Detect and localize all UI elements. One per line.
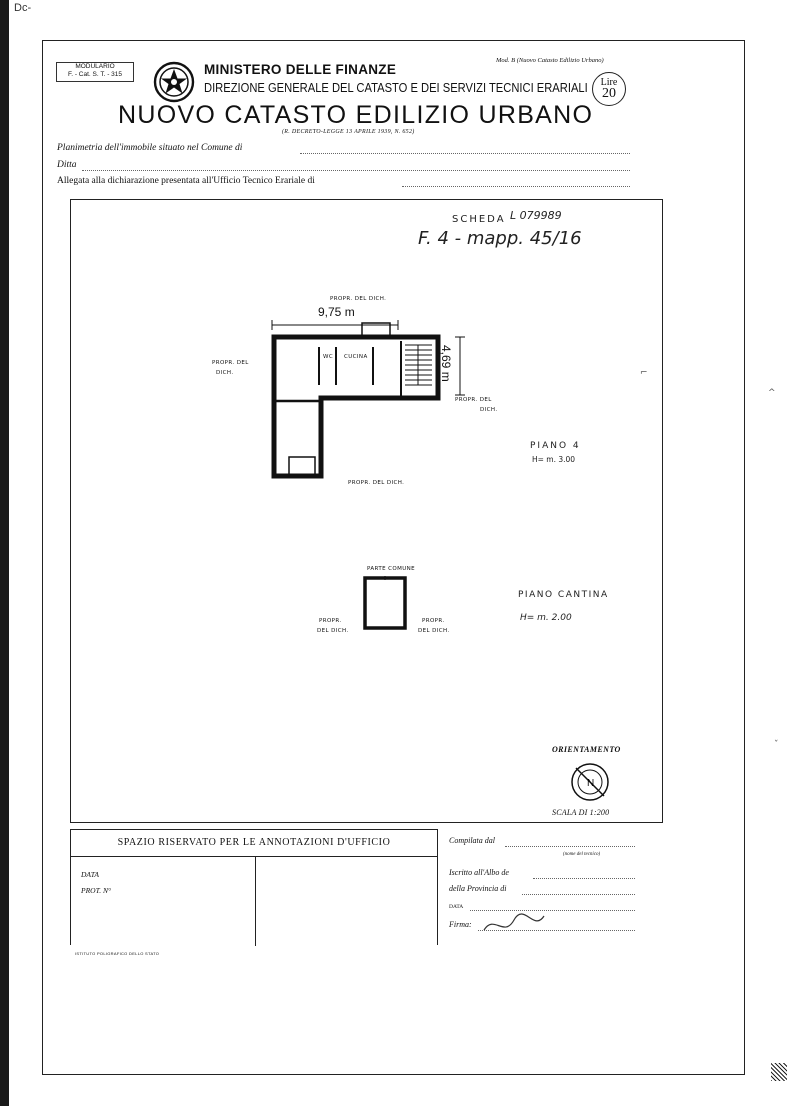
cucina-label: CUCINA [344, 354, 368, 360]
iscritto-line [533, 878, 635, 879]
corner-smudge [771, 1063, 787, 1081]
direzione-heading: DIREZIONE GENERALE DEL CATASTO E DEI SERVIZI TECNICI ERARIALI [204, 80, 588, 95]
propr-right-label-1: PROPR. DEL [455, 397, 492, 403]
modulario-code: F. - Cat. S. T. - 315 [67, 70, 123, 78]
ministero-heading: MINISTERO DELLE FINANZE [204, 62, 397, 77]
allegata-line [402, 186, 630, 187]
edge-mark-1: ⌐ [640, 368, 648, 378]
document-title: NUOVO CATASTO EDILIZIO URBANO [118, 101, 594, 129]
office-box-divider [255, 856, 256, 946]
lire-value: 20 [602, 86, 616, 101]
planimetria-label: Planimetria dell'immobile situato nel Comune di [57, 143, 243, 153]
decreto-reference: (R. DECRETO-LEGGE 13 APRILE 1939, N. 652) [282, 129, 415, 135]
parte-comune-label: PARTE COMUNE [367, 566, 416, 572]
orientamento-label: ORIENTAMENTO [552, 745, 621, 754]
propr-left-label-1: PROPR. DEL [212, 360, 249, 366]
propr-left-label-2: DICH. [216, 370, 234, 376]
cantina-propr-left-1: PROPR. [319, 618, 342, 624]
piano-height: H= m. 3.00 [532, 455, 576, 464]
provincia-line [522, 894, 635, 895]
cantina-propr-right-1: PROPR. [422, 618, 445, 624]
iscritto-label: Iscritto all'Albo de [449, 868, 509, 877]
printer-stamp: ISTITUTO POLIGRAFICO DELLO STATO [75, 951, 160, 956]
dimension-height: 4,69 m [439, 345, 453, 382]
lire-stamp [592, 72, 626, 106]
firma-label: Firma: [449, 920, 472, 929]
modulario-title: MODULARIO [75, 63, 115, 70]
scala-label: SCALA DI 1:200 [552, 808, 610, 817]
ditta-label: Ditta [57, 160, 77, 170]
nome-tecnico-label: (nome del tecnico) [563, 852, 601, 857]
wc-label: WC [323, 354, 334, 360]
piano-label: PIANO 4 [530, 441, 581, 451]
ditta-line [82, 170, 630, 171]
compilata-label: Compilata dal [449, 836, 496, 845]
modulario-box [56, 62, 134, 82]
planimetria-line [300, 153, 630, 154]
mod-b-label: Mod. B (Nuovo Catasto Edilizio Urbano) [496, 57, 604, 64]
compass-icon [568, 760, 612, 804]
mapp-reference: F. 4 - mapp. 45/16 [418, 228, 582, 249]
propr-right-label-2: DICH. [480, 407, 498, 413]
floor-plan-drawing [255, 295, 505, 495]
cantina-propr-left-2: DEL DICH. [317, 628, 349, 634]
propr-bottom-label: PROPR. DEL DICH. [348, 480, 405, 486]
office-annotations-box [70, 829, 438, 945]
floor-plan-frame [70, 199, 663, 823]
office-annotations-header: SPAZIO RISERVATO PER LE ANNOTAZIONI D'UFFICIO [71, 830, 437, 857]
compass-north: N [587, 778, 595, 789]
lire-label: Lire [600, 77, 618, 88]
corner-mark: Dc- [14, 2, 32, 14]
propr-top-label: PROPR. DEL DICH. [330, 296, 387, 302]
provincia-label: della Provincia di [449, 884, 507, 893]
cantina-height: H= m. 2.00 [520, 613, 572, 623]
piano-cantina-label: PIANO CANTINA [518, 590, 609, 600]
signature-scribble [478, 908, 568, 940]
edge-mark-2: ^ [768, 388, 776, 398]
scheda-code: L 079989 [510, 209, 562, 222]
republic-emblem-icon [152, 60, 196, 104]
allegata-label: Allegata alla dichiarazione presentata all'Ufficio Tecnico Erariale di [57, 176, 315, 186]
dimension-width: 9,75 m [318, 305, 355, 319]
right-data-label: DATA [449, 904, 464, 910]
edge-mark-3: ˇ [774, 740, 779, 750]
cantina-plan-drawing [355, 576, 415, 631]
compilata-line [505, 846, 635, 847]
cantina-propr-right-2: DEL DICH. [418, 628, 450, 634]
office-data-label: DATA [81, 870, 99, 879]
scheda-label: SCHEDA [452, 214, 506, 225]
office-prot-label: PROT. N° [81, 886, 111, 895]
scan-edge-bar [0, 0, 9, 1106]
